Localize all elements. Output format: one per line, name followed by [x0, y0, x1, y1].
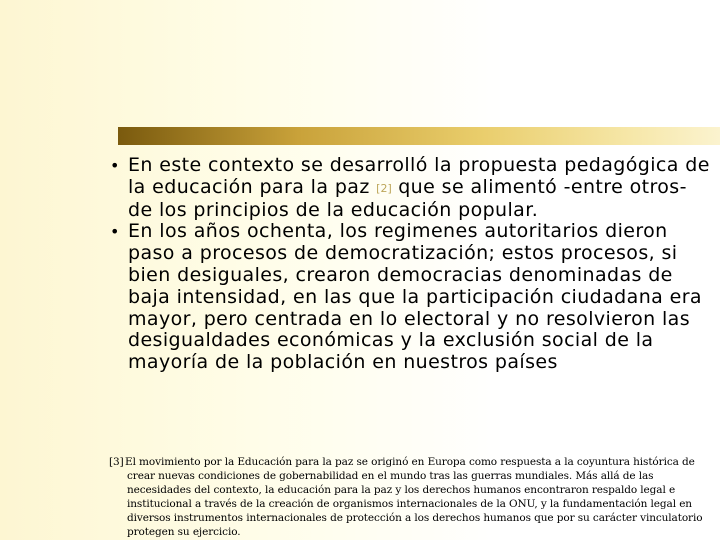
footnote-reference-link[interactable]: [2]	[376, 181, 392, 195]
bullet-text-continued: que se alimentó -entre otros- de los principios de la educación popular.	[128, 175, 687, 221]
footnote	[109, 455, 704, 539]
bullet-icon: •	[110, 156, 120, 175]
bullet-text: En este contexto se desarrolló la propuesta pedagógica de la educación para la paz	[128, 154, 710, 198]
slide-content	[107, 155, 717, 374]
bullet-icon: •	[110, 222, 120, 242]
bullet-item	[107, 155, 717, 221]
footnote-marker: [3]	[109, 456, 124, 468]
bullet-list	[107, 155, 717, 374]
footnote-text: El movimiento por la Educación para la paz se originó en Europa como respuesta a la coyuntura histórica de crear nuevas condiciones de gobernabilidad en el mundo tras las guerras mundiales. Más allá de las necesidades del contexto, la educación para la paz y los derechos humanos encontraron respaldo legal e institucional a través de la creación de organismos internacionales de la ONU, y la fundamentación legal en diversos instrumentos internacionales de protección a los derechos humanos que por su carácter vinculatorio protegen su ejercicio.	[125, 456, 703, 538]
bullet-item	[107, 221, 717, 374]
bullet-text: En los años ochenta, los regimenes autoritarios dieron paso a procesos de democratización; estos procesos, si bien desiguales, crearon democracias denominadas de baja intensidad, en las que la participación ciudadana era mayor, pero centrada en lo electoral y no resolvieron las desigualdades económicas y la exclusión social de la mayoría de la población en nuestros países	[128, 220, 702, 374]
accent-bar	[118, 127, 720, 145]
